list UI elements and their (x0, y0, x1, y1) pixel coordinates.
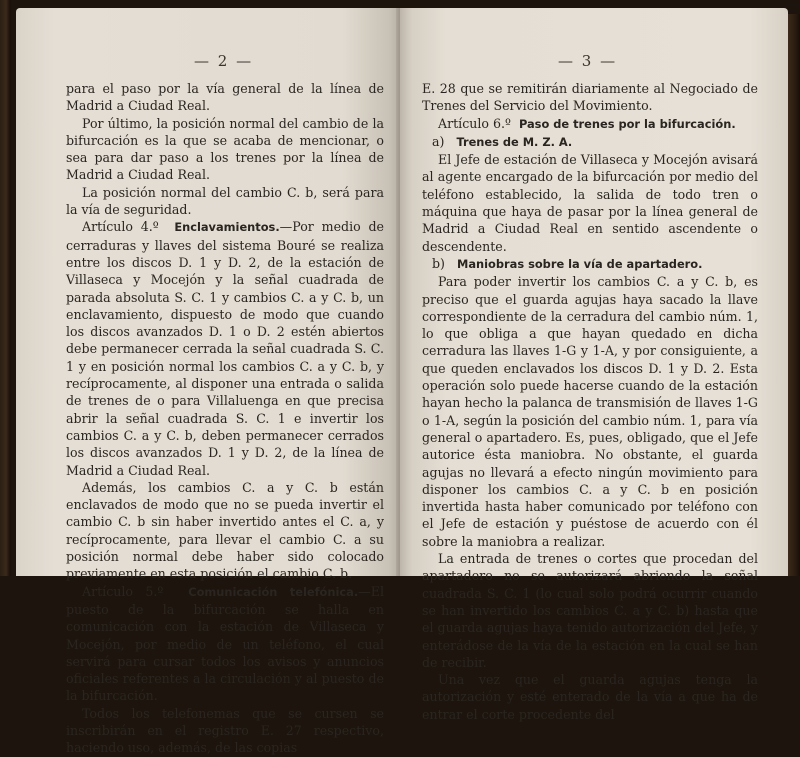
paragraph (422, 273, 758, 550)
paragraph (66, 479, 384, 583)
paragraph-text: Todos los telefonemas que se cursen se inscribirán en el registro E. 27 respectivo, haciendo uso, además, de las copias (66, 705, 384, 756)
paragraph (66, 80, 384, 115)
paragraph (422, 80, 758, 115)
paragraph-text: —El puesto de la bifurcación se halla en comunicación con la estación de Villaseca y Mocejón, por medio de un teléfono, el cual servirá para cursar todos los avisos y anuncios oficiales referentes a la circulación y al puesto de la bifurcación. (66, 583, 384, 704)
paragraph (422, 151, 758, 255)
article-number: Artículo 4.º (82, 219, 159, 235)
left-page (16, 8, 400, 756)
paragraph-text: Además, los cambios C. a y C. b están enclavados de modo que no se pueda invertir el cambio C. b sin haber invertido antes el C. a, y recíprocamente, para llevar el cambio C. a su posición normal debe haber sido colocado previamente en esta posición el cambio C. b. (66, 479, 384, 582)
paragraph-text: La posición normal del cambio C. b, será para la vía de seguridad. (66, 184, 384, 218)
paragraph-text: Para poder invertir los cambios C. a y C. b, es preciso que el guarda agujas haya sacado la llave correspondiente de la cerradura del cambio núm. 1, lo que obliga a que hayan quedado en dicha cerradura las llaves 1-G y 1-A, y por consiguiente, a que queden enclavados los discos D. 1 y D. 2. Esta operación solo puede hacerse cuando de la estación hayan hecho la palanca de transmisión de llaves 1-G o 1-A, según la posición del cambio núm. 1, para vía general o apartadero. Es, pues, obligado, que el Jefe autorice ésta maniobra. No obstante, el guarda agujas no llevará a efecto ningún movimiento para disponer los cambios C. a y C. b en posición invertida hasta haber comunicado por teléfono con el Jefe de estación y puéstose de acuerdo con él sobre la maniobra a realizar. (422, 274, 758, 549)
book-edge (788, 14, 800, 576)
paragraph (422, 133, 758, 151)
section-heading: Trenes de M. Z. A. (456, 134, 573, 149)
article-number: a) (432, 133, 445, 149)
paragraph (422, 115, 758, 133)
paragraph (66, 184, 384, 219)
section-heading: Enclavamientos. (174, 220, 280, 235)
section-heading: Comunicación telefónica. (188, 584, 359, 599)
paragraph-text: El Jefe de estación de Villaseca y Mocejón avisará al agente encargado de la bifurcación por medio del teléfono establecido, la salida de todo tren o máquina que haya de pasar por la línea general de Madrid a Ciudad Real en sentido ascendente o descendente. (422, 152, 758, 254)
page-text (66, 80, 384, 757)
section-heading: Paso de trenes por la bifurcación. (518, 116, 736, 131)
paragraph (422, 671, 758, 723)
paragraph-text: Por último, la posición normal del cambio de la bifurcación es la que se acaba de mencionar, o sea para dar paso a los trenes por la línea de Madrid a Ciudad Real. (66, 115, 384, 183)
paragraph-text: —Por medio de cerraduras y llaves del sistema Bouré se realiza entre los discos D. 1 y D. 2, de la estación de Villaseca y Mocejón y la señal cuadrada de parada absoluta S. C. 1 y cambios C. a y C. b, un enclavamiento, dispuesto de modo que cuando los discos avanzados D. 1 o D. 2 estén abiertos debe permanecer cerrada la señal cuadrada S. C. 1 y en posición normal los cambios C. a y C. b, y recíprocamente, al disponer una entrada o salida de trenes de o para Villaluenga en que precisa abrir la señal cuadrada S. C. 1 e invertir los cambios C. a y C. b, deben permanecer cerrados los discos avanzados D. 1 y D. 2, de la línea de Madrid a Ciudad Real. (66, 219, 385, 478)
page-text (422, 80, 758, 723)
page-number: — 2 — (194, 52, 254, 70)
paragraph-text: La entrada de trenes o cortes que procedan del apartadero no se autorizará abriendo la señal cuadrada S. C. 1 (lo cual solo podrá ocurrir cuando se han invertido los cambios C. a y C. b) hasta que el guarda agujas haya tenido autorización del Jefe, y enterádose de la vía de la estación en la cual se han de recibir. (422, 551, 758, 670)
section-heading: Maniobras sobre la vía de apartadero. (457, 256, 703, 271)
paragraph (66, 115, 384, 184)
article-number: b) (432, 255, 445, 271)
article-number: Artículo 5.º (82, 583, 164, 599)
paragraph-text: E. 28 que se remitirán diariamente al Negociado de Trenes del Servicio del Movimiento. (422, 81, 758, 114)
paragraph-text: para el paso por la vía general de la línea de Madrid a Ciudad Real. (66, 81, 384, 114)
paragraph (66, 583, 384, 705)
paragraph (66, 218, 384, 478)
paragraph-text: Una vez que el guarda agujas tenga la autorización y esté enterado de la vía a que ha de entrar el corte procedente del (422, 672, 758, 722)
article-number: Artículo 6.º (438, 115, 511, 131)
paragraph (422, 255, 758, 273)
right-page (400, 8, 788, 722)
paragraph (422, 550, 758, 671)
paragraph (66, 705, 384, 757)
page-number: — 3 — (558, 52, 618, 70)
